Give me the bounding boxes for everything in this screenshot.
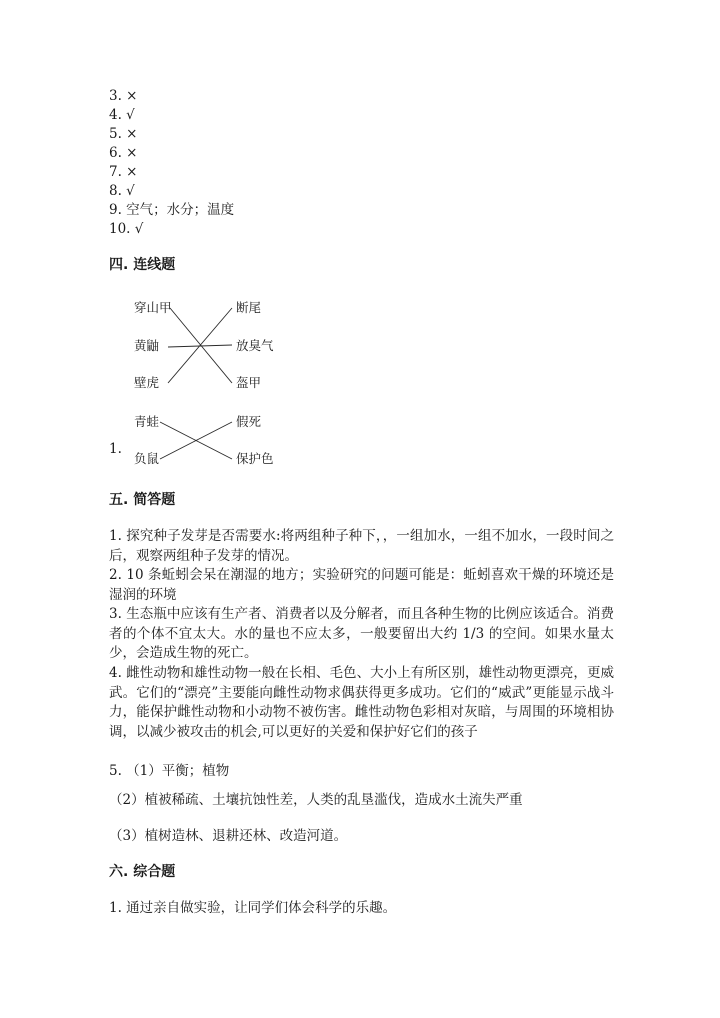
- match-left-pangolin: 穿山甲: [134, 300, 172, 315]
- line-gecko-tail-drop: [168, 308, 232, 383]
- judgment-answer-7: 7. ×: [109, 164, 138, 180]
- match-right-armor: 盔甲: [236, 375, 262, 390]
- line-weasel-bad-smell: [168, 345, 232, 347]
- judgment-answer-5: 5. ×: [109, 126, 138, 142]
- match-left-gecko: 壁虎: [134, 375, 160, 390]
- judgment-answer-8: 8. √: [109, 183, 135, 199]
- short-answer-1: 1. 探究种子发芽是否需要水:将两组种子种下，，一组加水，一组不加水，一段时间之后，观察两组种子发芽的情况。: [109, 528, 614, 564]
- judgment-answer-4: 4. √: [109, 107, 135, 123]
- judgment-answer-6: 6. ×: [109, 145, 138, 161]
- judgment-answer-9: 9. 空气；水分；温度: [109, 202, 235, 218]
- match-item-number: 1.: [109, 441, 122, 457]
- match-right-tail-drop: 断尾: [236, 300, 262, 315]
- match-right-play-dead: 假死: [236, 414, 262, 429]
- match-right-bad-smell: 放臭气: [236, 338, 274, 353]
- short-answer-2: 2. 10 条蚯蚓会呆在潮湿的地方；实验研究的问题可能是：蚯蚓喜欢干燥的环境还是湿润的环境: [109, 567, 614, 603]
- short-answer-5: 5. （1）平衡；植物: [109, 763, 230, 779]
- short-answer-3: 3. 生态瓶中应该有生产者、消费者以及分解者，而且各种生物的比例应该适合。消费者的个体不宜太大。水的量也不应太多，一般要留出大约 1/3 的空间。如果水量太少，会造成生物的死亡。: [109, 606, 614, 662]
- line-pangolin-armor: [170, 308, 232, 383]
- short-answer-5-part2: （2）植被稀疏、土壤抗蚀性差，人类的乱垦滥伐，造成水土流失严重: [109, 792, 523, 808]
- line-opossum-play-dead: [160, 422, 232, 459]
- match-left-weasel: 黄鼬: [134, 338, 160, 353]
- match-left-frog: 青蛙: [134, 414, 160, 429]
- comprehensive-answer-1: 1. 通过亲自做实验，让同学们体会科学的乐趣。: [109, 900, 397, 916]
- match-left-opossum: 负鼠: [134, 451, 160, 466]
- section6-title: 六. 综合题: [109, 864, 176, 880]
- short-answer-5-part3: （3）植树造林、退耕还林、改造河道。: [109, 828, 348, 844]
- short-answer-4: 4. 雌性动物和雄性动物一般在长相、毛色、大小上有所区别，雄性动物更漂亮，更威武。它们的“漂亮”主要能向雌性动物求偶获得更多成功。它们的“威武”更能显示战斗力，能保护雌性动物和小动物不被伤害。雌性动物色彩相对灰暗，与周围的环境相协调，以减少被攻击的机会,可以更好的关爱和保护好它们的孩子: [109, 665, 614, 740]
- judgment-answer-3: 3. ×: [109, 88, 138, 104]
- match-right-camouflage: 保护色: [236, 451, 274, 466]
- section5-title: 五. 简答题: [109, 492, 176, 508]
- line-frog-camouflage: [160, 422, 232, 459]
- section4-title: 四. 连线题: [109, 257, 176, 273]
- judgment-answer-10: 10. √: [109, 221, 144, 237]
